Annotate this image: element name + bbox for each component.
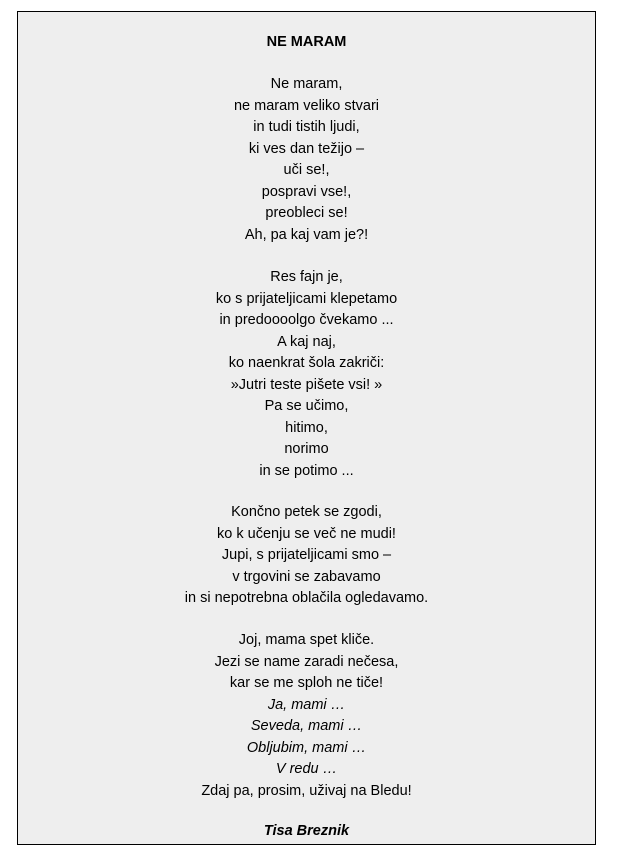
stanza [18, 630, 595, 802]
poem-line: preobleci se! [265, 205, 348, 221]
poem-line: Ah, pa kaj vam je?! [244, 226, 369, 243]
poem-line: kar se me sploh ne tiče! [229, 675, 384, 691]
poem-line: ki ves dan težijo – [248, 140, 365, 157]
poem-line: Ja, mami … [267, 696, 346, 713]
poem-line: ne maram veliko stvari [233, 97, 380, 114]
poem-line: v trgovini se zabavamo [232, 568, 381, 585]
poem-line: Obljubim, mami … [246, 739, 367, 756]
poem-line: Jupi, s prijateljicami smo – [221, 547, 392, 563]
poem-line: Pa se učimo, [264, 398, 349, 414]
poem-line: Zdaj pa, prosim, uživaj na Bledu! [201, 782, 412, 799]
poem-line: in se potimo ... [259, 462, 354, 479]
poem-line: Seveda, mami … [250, 718, 363, 734]
poem-line: in si nepotrebna oblačila ogledavamo. [184, 590, 429, 606]
poem-line: Joj, mama spet kliče. [238, 632, 375, 648]
poem-line: hitimo, [285, 419, 328, 436]
poem-line: pospravi vse!, [261, 183, 352, 200]
stanza [18, 502, 595, 610]
poem-line: »Jutri teste pišete vsi! » [230, 376, 383, 393]
poem-author: Tisa Breznik [263, 823, 350, 839]
poem-frame [17, 11, 596, 845]
poem-line: ko naenkrat šola zakriči: [228, 355, 385, 371]
poem-line: norimo [284, 441, 329, 457]
poem-line: ko s prijateljicami klepetamo [215, 290, 398, 307]
stanza [18, 267, 595, 482]
poem-line: V redu … [275, 761, 338, 777]
poem-line: in predoooolgo čvekamo ... [219, 312, 394, 328]
poem-line: Jezi se name zaradi nečesa, [214, 653, 399, 670]
poem-line: A kaj naj, [277, 333, 336, 350]
poem-line: in tudi tistih ljudi, [253, 119, 360, 135]
poem-line: Res fajn je, [270, 269, 343, 285]
poem-line: uči se!, [283, 162, 330, 178]
poem-line: ko k učenju se več ne mudi! [217, 525, 396, 542]
stanza [18, 74, 595, 246]
poem-title: NE MARAM [266, 34, 347, 50]
poem-line: Ne maram, [270, 76, 343, 92]
poem-line: Končno petek se zgodi, [231, 504, 382, 520]
